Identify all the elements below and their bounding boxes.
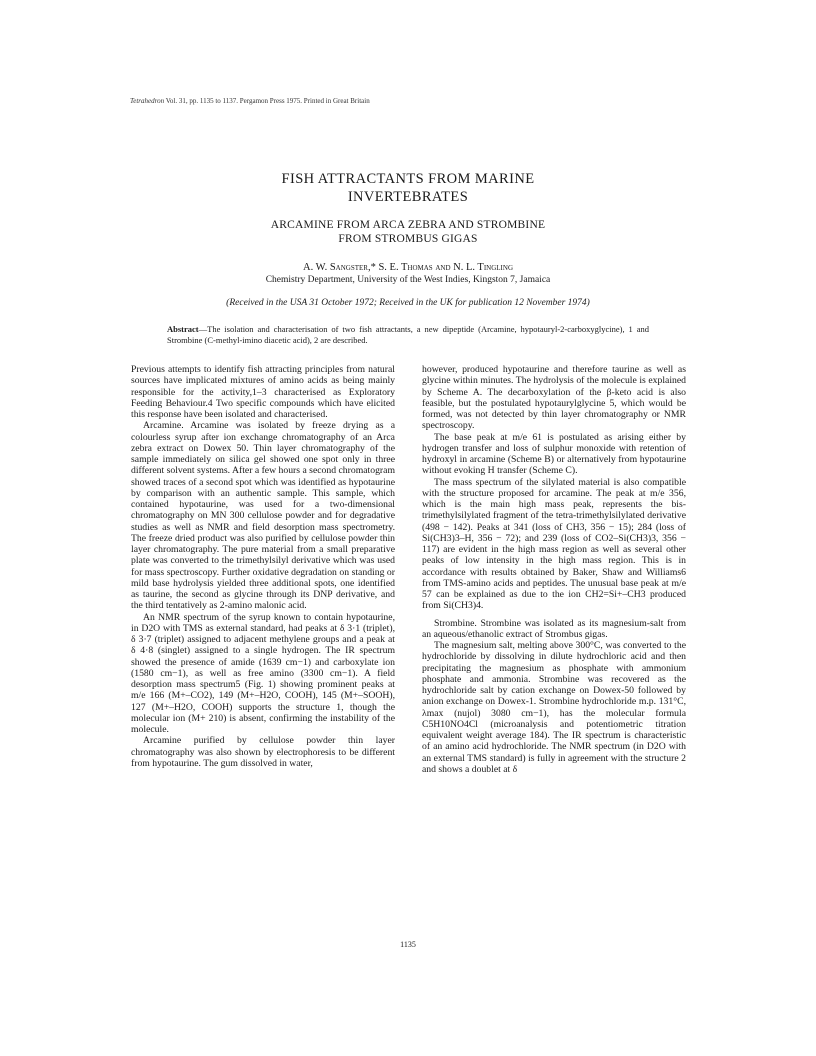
subtitle-line-2: FROM STROMBUS GIGAS <box>338 233 478 245</box>
right-column <box>422 364 686 775</box>
paragraph-magnesium-salt: The magnesium salt, melting above 300°C, was converted to the hydrochloride by dissolving in dilute hydrochloric acid and then precipitating the magnesium as phosphate with ammonium phosphate and ammonia. Strombine was recovered as the hydrochloride salt by cation exchange on Dowex-50 followed by anion exchange on Dowex-1. Strombine hydrochloride m.p. 131°C, λmax (nujol) 3080 cm−1), has the molecular formula C5H10NO4Cl (microanalysis and potentiometric titration equivalent weight average 184). The IR spectrum is characteristic of an amino acid hydrochloride. The NMR spectrum (in D2O with an external TMS standard) is fully in agreement with the structure 2 and shows a doublet at δ <box>422 640 686 775</box>
paragraph-strombine-isolation: Strombine. Strombine was isolated as its magnesium-salt from an aqueous/ethanolic extract of Strombus gigas. <box>422 617 686 640</box>
article-title <box>0 170 816 206</box>
paragraph-intro: Previous attempts to identify fish attracting principles from natural sources have implicated mixtures of amino acids as being mainly responsible for the activity,1–3 characterised as Exploratory Feeding Behaviour.4 Two specific compounds which have elicited this response have been isolated and characterised. <box>131 364 395 420</box>
paragraph-arcamine-isolation: Arcamine. Arcamine was isolated by freeze drying as a colourless syrup after ion exchange chromatography of an Arca zebra extract on Dowex 50. Thin layer chromatography of the sample immediately on silica gel showed one spot only in three different solvent systems. After a few hours a second chromatogram showed traces of a second spot which was identified as hypotaurine by comparison with an authentic sample. This sample, which contained hypotaurine, was used for a two-dimensional chromatography on MN 300 cellulose powder and for degradative studies as well as NMR and field desorption mass spectrometry. The freeze dried product was also purified by cellulose powder thin layer chromatography. The pure material from a small preparative plate was converted to the trimethylsilyl derivative which was used for mass spectroscopy. Further oxidative degradation on standing or mild base hydrolysis yielded three additional spots, one identified as taurine, the second as glycine through its DNP derivative, and the third tentatively as 2-amino malonic acid. <box>131 420 395 612</box>
title-line-2: INVERTEBRATES <box>347 189 469 205</box>
paragraph-mass-spectrum: The mass spectrum of the silylated material is also compatible with the structure proposed for arcamine. The peak at m/e 356, which is the main high mass peak, represents the bis-trimethylsilylated fragment of the tetra-trimethylsilylated derivative (498 − 142). Peaks at 341 (loss of CH3, 356 − 15); 284 (loss of Si(CH3)3–H, 356 − 72); and 239 (loss of CO2–Si(CH3)3, 356 − 117) are evident in the high mass region as well as several other peaks of low intensity in the high mass region. This is in accordance with results obtained by Baker, Shaw and Williams6 from TMS-amino acids and peptides. The unusual base peak at m/e 57 can be explained as due to the ion CH2=Si+–CH3 produced from Si(CH3)4. <box>422 476 686 612</box>
abstract <box>167 324 649 346</box>
left-column <box>131 364 395 769</box>
journal-name: Tetrahedron <box>130 97 165 105</box>
paragraph-nmr-spectrum: An NMR spectrum of the syrup known to contain hypotaurine, in D2O with TMS as external standard, had peaks at δ 3·1 (triplet), δ 3·7 (triplet) assigned to adjacent methylene groups and a peak at δ 4·8 (singlet) assigned to a single hydrogen. The IR spectrum showed the presence of amide (1639 cm−1) and carboxylate ion (1580 cm−1), as well as free amino (3300 cm−1). A field desorption mass spectrum5 (Fig. 1) showing prominent peaks at m/e 166 (M+–CO2), 149 (M+–H2O, COOH), 145 (M+–SOOH), 127 (M+–H2O, COOH) supports the structure 1, though the molecular ion (M+ 210) is absent, confirming the instability of the molecule. <box>131 611 395 735</box>
paragraph-base-peak: The base peak at m/e 61 is postulated as arising either by hydrogen transfer and loss of sulphur monoxide with retention of hydroxyl in arcamine (Scheme B) or alternatively from hypotaurine without evoking H transfer (Scheme C). <box>422 431 686 477</box>
page-number: 1135 <box>400 940 416 949</box>
title-line-1: FISH ATTRACTANTS FROM MARINE <box>281 171 535 187</box>
affiliation: Chemistry Department, University of the West Indies, Kingston 7, Jamaica <box>265 275 551 285</box>
abstract-text: —The isolation and characterisation of two fish attractants, a new dipeptide (Arcamine, hypotauryl-2-carboxyglycine), 1 and Strombine (C-methyl-imino diacetic acid), 2 are described. <box>167 324 649 345</box>
subtitle-line-1: ARCAMINE FROM ARCA ZEBRA AND STROMBINE <box>270 219 546 231</box>
journal-details: Vol. 31, pp. 1135 to 1137. Pergamon Press 1975. Printed in Great Britain <box>165 97 370 105</box>
article-subtitle <box>0 218 816 246</box>
paragraph-arcamine-purified: Arcamine purified by cellulose powder thin layer chromatography was also shown by electrophoresis to be different from hypotaurine. The gum dissolved in water, <box>131 735 395 769</box>
journal-header <box>130 97 370 105</box>
author-list: A. W. Sangster,* S. E. Thomas and N. L. Tingling <box>302 262 513 273</box>
paragraph-hydrolysis: however, produced hypotaurine and therefore taurine as well as glycine within minutes. The hydrolysis of the molecule is explained by Scheme A. The decarboxylation of the β-keto acid is also feasible, but the postulated hypotaurylglycine 5, which would be formed, was not detected by thin layer chromatography or NMR spectroscopy. <box>422 364 686 432</box>
received-dates: (Received in the USA 31 October 1972; Received in the UK for publication 12 November 1974) <box>226 298 590 308</box>
abstract-label: Abstract <box>167 324 199 334</box>
